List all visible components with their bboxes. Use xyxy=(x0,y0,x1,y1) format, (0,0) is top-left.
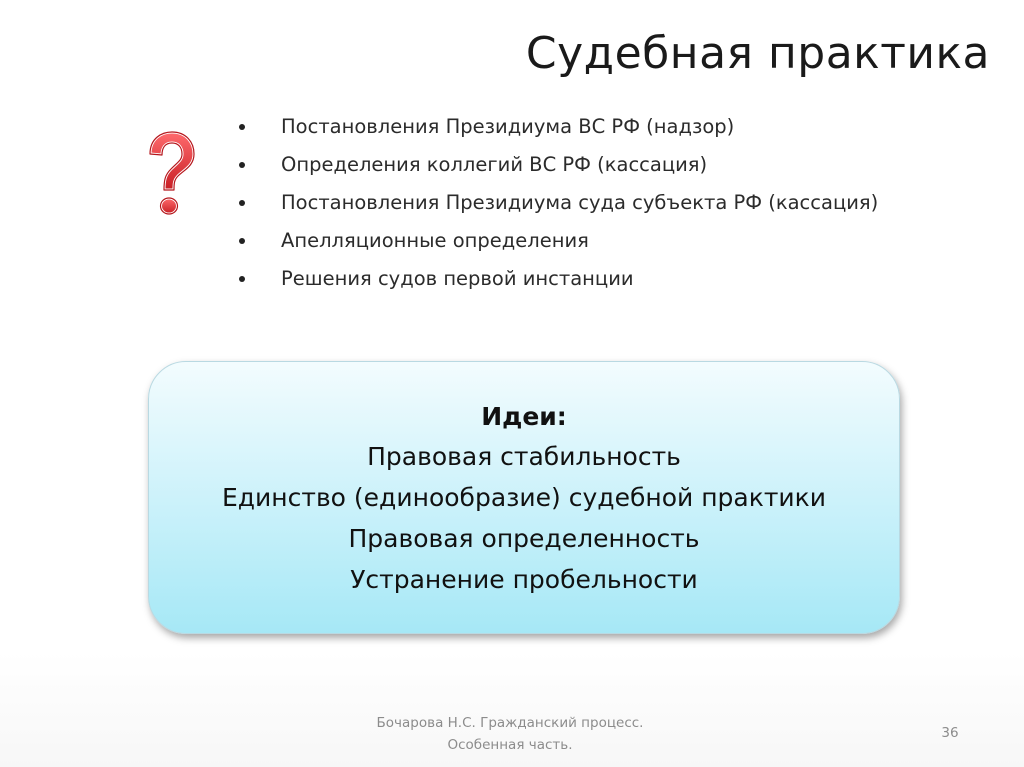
bullet-icon xyxy=(239,200,245,206)
list-item: Решения судов первой инстанции xyxy=(238,260,878,298)
list-item: Апелляционные определения xyxy=(238,222,878,260)
footer-line: Особенная часть. xyxy=(447,737,573,753)
bullet-icon xyxy=(239,162,245,168)
list-item: Постановления Президиума суда субъекта РФ (кассация) xyxy=(238,184,878,222)
idea-line: Правовая стабильность xyxy=(367,442,681,471)
idea-line: Правовая определенность xyxy=(348,524,700,553)
question-mark-icon xyxy=(140,130,200,220)
slide-footer xyxy=(330,712,690,756)
bullet-icon xyxy=(239,124,245,130)
slide-title: Судебная практика xyxy=(525,28,990,79)
bullet-icon xyxy=(239,238,245,244)
page-number: 36 xyxy=(941,725,959,741)
practice-list xyxy=(238,108,878,298)
list-item: Определения коллегий ВС РФ (кассация) xyxy=(238,146,878,184)
ideas-box xyxy=(148,361,900,634)
list-item: Постановления Президиума ВС РФ (надзор) xyxy=(238,108,878,146)
idea-line: Единство (единообразие) судебной практики xyxy=(221,483,827,512)
bullet-icon xyxy=(239,276,245,282)
ideas-heading: Идеи: xyxy=(481,402,567,431)
footer-line: Бочарова Н.С. Гражданский процесс. xyxy=(376,715,644,731)
idea-line: Устранение пробельности xyxy=(350,565,698,594)
